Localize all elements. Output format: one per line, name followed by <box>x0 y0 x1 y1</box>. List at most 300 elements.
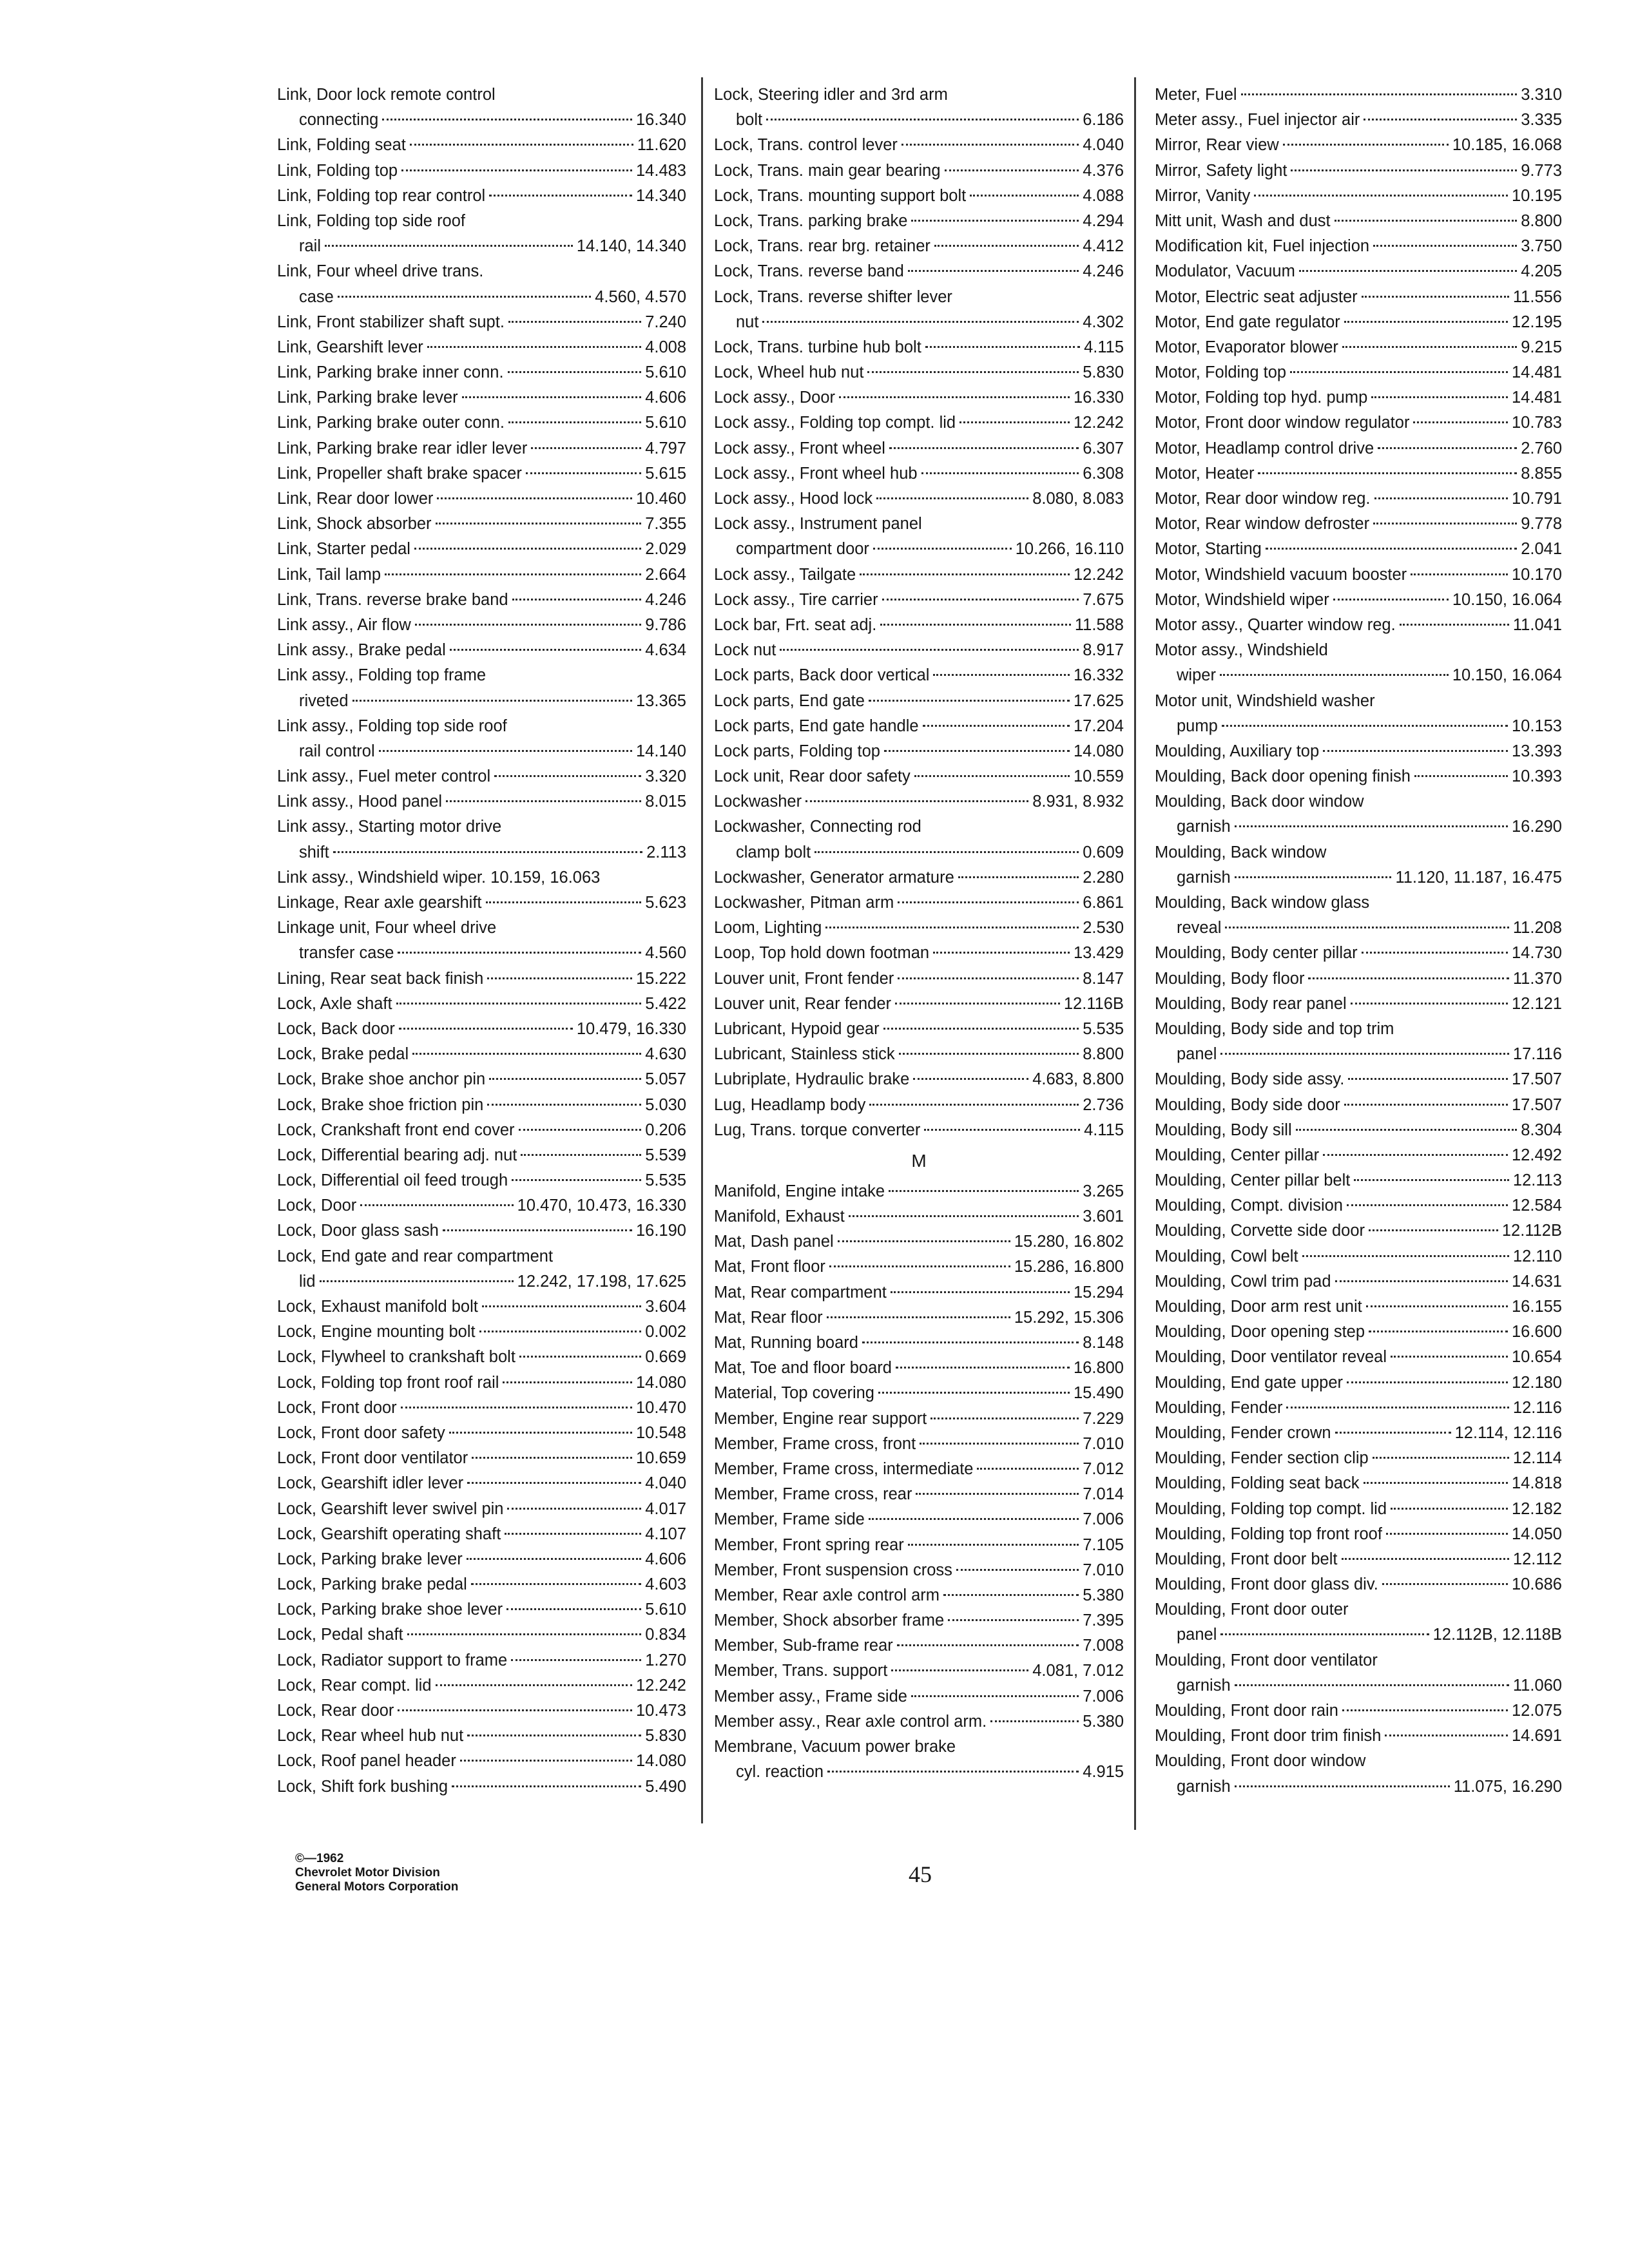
entry-page-ref: 4.107 <box>645 1524 686 1543</box>
dot-leader <box>1411 573 1508 575</box>
dot-leader <box>891 1291 1070 1293</box>
index-entry <box>714 1608 1124 1633</box>
dot-leader <box>471 1583 641 1585</box>
index-entry <box>1155 613 1562 638</box>
index-entry <box>277 1673 686 1698</box>
entry-page-ref: 8.931, 8.932 <box>1032 793 1124 811</box>
entry-text: Moulding, Body sill <box>1155 1120 1292 1139</box>
entry-text: Lockwasher, Generator armature <box>714 868 954 887</box>
index-entry <box>714 1017 1124 1042</box>
entry-page-ref: 1.270 <box>645 1651 686 1669</box>
index-entry <box>714 992 1124 1017</box>
entry-page-ref: 5.610 <box>645 1600 686 1619</box>
copyright-notice <box>295 1852 458 1894</box>
dot-leader <box>1220 674 1449 676</box>
dot-leader <box>933 952 1070 954</box>
entry-page-ref: 4.560 <box>645 944 686 963</box>
index-entry <box>714 714 1124 739</box>
entry-page-ref: 4.115 <box>1084 338 1124 356</box>
index-entry <box>714 890 1124 916</box>
index-entry <box>277 1396 686 1421</box>
entry-page-ref: 11.120, 11.187, 16.475 <box>1395 868 1562 887</box>
column-divider-left <box>701 77 703 1823</box>
dot-leader <box>352 700 632 702</box>
dot-leader <box>436 523 642 524</box>
entry-page-ref: 10.654 <box>1512 1348 1562 1367</box>
index-entry <box>714 966 1124 992</box>
copyright-corporation: General Motors Corporation <box>295 1880 459 1894</box>
entry-page-ref: 4.412 <box>1083 237 1124 256</box>
entry-text: wiper <box>1177 666 1216 685</box>
entry-text: Motor, Headlamp control drive <box>1155 439 1374 457</box>
entry-text: Moulding, Front door rain <box>1155 1702 1338 1720</box>
entry-page-ref: 3.335 <box>1521 111 1562 130</box>
index-entry <box>277 1749 686 1774</box>
entry-page-ref: 5.539 <box>645 1146 686 1164</box>
entry-text: Link, Propeller shaft brake spacer <box>277 464 522 483</box>
index-entry <box>277 966 686 992</box>
entry-text: Member, Sub-frame rear <box>714 1637 893 1655</box>
entry-page-ref: 12.242 <box>1074 414 1124 432</box>
entry-text: Lock, End gate and rear compartment <box>277 1247 554 1265</box>
dot-leader <box>494 775 641 777</box>
entry-page-ref: 4.017 <box>645 1499 686 1518</box>
dot-leader <box>399 1028 573 1030</box>
index-entry <box>1155 1193 1562 1218</box>
entry-page-ref: 12.584 <box>1512 1196 1562 1215</box>
entry-text: Link assy., Hood panel <box>277 793 443 811</box>
dot-leader <box>766 119 1079 120</box>
index-entry-continuation <box>1155 1042 1562 1067</box>
dot-leader <box>977 1468 1079 1470</box>
entry-text: Moulding, Body side door <box>1155 1095 1340 1114</box>
entry-page-ref: 8.855 <box>1521 464 1562 483</box>
dot-leader <box>1351 1003 1508 1004</box>
dot-leader <box>467 1482 641 1484</box>
entry-page-ref: 10.559 <box>1074 767 1124 786</box>
index-entry <box>714 613 1124 638</box>
index-entry <box>714 689 1124 714</box>
dot-leader <box>1385 1735 1508 1736</box>
entry-page-ref: 12.195 <box>1512 312 1562 331</box>
index-entry <box>1155 1522 1562 1547</box>
entry-page-ref: 11.370 <box>1512 969 1562 988</box>
index-entry <box>714 1381 1124 1406</box>
entry-text: bolt <box>736 111 763 130</box>
entry-text: Moulding, Cowl trim pad <box>1155 1272 1331 1291</box>
entry-text: Link, Parking brake rear idler lever <box>277 439 528 457</box>
dot-leader <box>899 1053 1079 1055</box>
index-entry-continuation <box>1155 1622 1562 1648</box>
entry-text: Member, Rear axle control arm <box>714 1586 940 1604</box>
entry-text: Lock, Rear compt. lid <box>277 1676 432 1695</box>
index-column-3 <box>1155 82 1562 1800</box>
entry-text: Motor, Folding top <box>1155 363 1287 382</box>
entry-page-ref: 11.075, 16.290 <box>1453 1777 1562 1796</box>
dot-leader <box>990 1720 1079 1722</box>
entry-text: Link, Folding top <box>277 161 398 180</box>
entry-page-ref: 5.610 <box>645 363 686 382</box>
entry-page-ref: 4.560, 4.570 <box>595 287 686 306</box>
entry-text: Moulding, Center pillar belt <box>1155 1171 1351 1190</box>
entry-page-ref: 14.631 <box>1512 1272 1562 1291</box>
entry-text: Moulding, Door arm rest unit <box>1155 1298 1362 1316</box>
index-entry <box>1155 159 1562 184</box>
entry-text: Moulding, Cowl belt <box>1155 1247 1298 1265</box>
entry-text: Lock assy., Tire carrier <box>714 590 878 609</box>
entry-text: Motor assy., Windshield <box>1155 641 1328 660</box>
dot-leader <box>913 1078 1028 1080</box>
index-entry <box>277 764 686 789</box>
index-entry <box>277 335 686 360</box>
dot-leader <box>398 952 641 954</box>
index-entry <box>1155 1345 1562 1370</box>
dot-leader <box>401 1407 632 1408</box>
entry-text: Modification kit, Fuel injection <box>1155 237 1370 256</box>
dot-leader <box>873 548 1012 550</box>
entry-text: Lug, Headlamp body <box>714 1095 866 1114</box>
entry-page-ref: 2.530 <box>1083 919 1124 937</box>
entry-page-ref: 5.490 <box>645 1777 686 1796</box>
dot-leader <box>462 396 642 398</box>
entry-page-ref: 15.292, 15.306 <box>1014 1308 1124 1327</box>
entry-text: Link assy., Starting motor drive <box>277 818 502 836</box>
entry-text: Link, Folding top rear control <box>277 186 486 205</box>
index-entry <box>1155 840 1562 865</box>
index-entry <box>1155 638 1562 663</box>
entry-text: Motor, Front door window regulator <box>1155 414 1410 432</box>
dot-leader <box>805 800 1028 802</box>
index-entry <box>277 1345 686 1370</box>
entry-text: lid <box>299 1272 316 1291</box>
entry-page-ref: 10.153 <box>1512 716 1562 735</box>
index-entry <box>1155 739 1562 764</box>
entry-text: Moulding, Body side assy. <box>1155 1070 1345 1089</box>
dot-leader <box>815 851 1079 853</box>
entry-page-ref: 14.483 <box>636 161 686 180</box>
entry-text: Motor, Heater <box>1155 464 1255 483</box>
index-entry <box>714 285 1124 310</box>
entry-page-ref: 14.140 <box>636 742 686 760</box>
index-entry <box>277 1497 686 1522</box>
dot-leader <box>412 1053 641 1055</box>
dot-leader <box>1386 1533 1508 1535</box>
entry-page-ref: 8.304 <box>1521 1120 1562 1139</box>
entry-page-ref: 10.686 <box>1512 1575 1562 1594</box>
entry-page-ref: 0.669 <box>645 1348 686 1367</box>
entry-text: Lock, Gearshift operating shaft <box>277 1524 501 1543</box>
entry-text: Member, Front suspension cross <box>714 1561 952 1579</box>
entry-text: Lock, Brake shoe anchor pin <box>277 1070 486 1089</box>
index-entry-continuation <box>714 840 1124 865</box>
dot-leader <box>920 1443 1079 1445</box>
entry-text: Lock bar, Frt. seat adj. <box>714 615 877 634</box>
index-entry <box>714 588 1124 613</box>
entry-text: Lock parts, Folding top <box>714 742 880 760</box>
copyright-year: ©—1962 <box>295 1852 344 1865</box>
index-entry <box>277 1218 686 1244</box>
entry-page-ref: 17.204 <box>1074 716 1124 735</box>
index-entry <box>277 613 686 638</box>
entry-text: Lock, Door glass sash <box>277 1222 439 1240</box>
index-entry <box>714 1254 1124 1280</box>
index-entry <box>1155 234 1562 259</box>
dot-leader <box>1347 1381 1508 1383</box>
dot-leader <box>945 169 1079 171</box>
index-entry <box>1155 689 1562 714</box>
index-entry <box>277 486 686 512</box>
entry-text: Moulding, Front door outer <box>1155 1600 1349 1619</box>
entry-page-ref: 9.773 <box>1521 161 1562 180</box>
index-entry <box>714 865 1124 890</box>
entry-text: Member, Frame side <box>714 1510 865 1529</box>
entry-text: garnish <box>1177 1676 1231 1695</box>
index-entry <box>1155 1218 1562 1244</box>
entry-text: Motor, Electric seat adjuster <box>1155 287 1358 306</box>
entry-text: Moulding, Folding top front roof <box>1155 1524 1382 1543</box>
entry-text: Moulding, End gate upper <box>1155 1373 1344 1392</box>
entry-text: Loom, Lighting <box>714 919 822 937</box>
entry-page-ref: 2.041 <box>1521 540 1562 559</box>
entry-page-ref: 6.307 <box>1083 439 1124 457</box>
entry-text: Link, Parking brake inner conn. <box>277 363 504 382</box>
index-entry <box>1155 1143 1562 1168</box>
dot-leader <box>1323 750 1508 752</box>
index-entry <box>714 1558 1124 1583</box>
entry-page-ref: 5.535 <box>1083 1019 1124 1038</box>
entry-page-ref: 14.080 <box>636 1752 686 1771</box>
index-entry <box>277 310 686 335</box>
index-entry <box>714 1658 1124 1684</box>
entry-page-ref: 8.148 <box>1083 1334 1124 1352</box>
dot-leader <box>519 1129 642 1131</box>
dot-leader <box>1354 1179 1509 1181</box>
entry-text: Moulding, Body center pillar <box>1155 944 1358 963</box>
section-letter: M <box>911 1150 927 1171</box>
dot-leader <box>898 901 1079 903</box>
dot-leader <box>489 1078 641 1080</box>
entry-page-ref: 16.290 <box>1512 818 1562 836</box>
index-entry <box>277 1294 686 1320</box>
entry-text: Motor, Windshield vacuum booster <box>1155 565 1407 584</box>
dot-leader <box>1235 876 1392 878</box>
dot-leader <box>379 750 632 752</box>
entry-text: Link assy., Windshield wiper. 10.159, 16.063 <box>277 868 601 887</box>
entry-text: Lock, Gearshift lever swivel pin <box>277 1499 504 1518</box>
entry-page-ref: 12.110 <box>1512 1247 1562 1265</box>
dot-leader <box>1266 548 1517 550</box>
index-entry <box>714 1407 1124 1432</box>
dot-leader <box>1291 169 1517 171</box>
dot-leader <box>1225 927 1509 928</box>
dot-leader <box>943 1594 1079 1596</box>
entry-text: Lock, Parking brake shoe lever <box>277 1600 503 1619</box>
index-entry-continuation <box>277 689 686 714</box>
entry-page-ref: 16.800 <box>1074 1359 1124 1378</box>
dot-leader <box>526 472 641 474</box>
entry-page-ref: 12.180 <box>1512 1373 1562 1392</box>
entry-text: Lock, Front door safety <box>277 1423 445 1442</box>
entry-text: Motor, End gate regulator <box>1155 312 1340 331</box>
entry-text: Link, Shock absorber <box>277 515 432 533</box>
index-entry <box>714 1457 1124 1482</box>
dot-leader <box>325 245 573 247</box>
entry-text: Mat, Dash panel <box>714 1233 834 1251</box>
entry-text: Lock, Differential oil feed trough <box>277 1171 508 1190</box>
entry-page-ref: 14.080 <box>636 1373 686 1392</box>
dot-leader <box>1235 1785 1450 1787</box>
entry-text: compartment door <box>736 540 869 559</box>
entry-text: Member, Engine rear support <box>714 1409 927 1428</box>
index-entry <box>277 588 686 613</box>
entry-page-ref: 4.634 <box>645 641 686 660</box>
index-entry <box>1155 1471 1562 1496</box>
entry-text: Louver unit, Rear fender <box>714 994 891 1013</box>
index-entry <box>714 916 1124 941</box>
index-entry <box>277 1774 686 1800</box>
dot-leader <box>869 700 1070 702</box>
entry-page-ref: 10.185, 16.068 <box>1452 136 1562 155</box>
entry-page-ref: 4.040 <box>645 1474 686 1493</box>
index-entry-continuation <box>277 108 686 133</box>
dot-leader <box>506 1608 641 1610</box>
index-entry <box>277 133 686 158</box>
entry-text: Lubriplate, Hydraulic brake <box>714 1070 910 1089</box>
entry-text: Membrane, Vacuum power brake <box>714 1738 956 1756</box>
entry-page-ref: 7.675 <box>1083 590 1124 609</box>
entry-page-ref: 11.041 <box>1512 615 1562 634</box>
dot-leader <box>503 1381 632 1383</box>
index-entry <box>277 209 686 234</box>
dot-leader <box>512 599 642 601</box>
entry-text: Lockwasher, Pitman arm <box>714 894 894 912</box>
index-entry <box>1155 1396 1562 1421</box>
entry-text: Motor unit, Windshield washer <box>1155 691 1375 710</box>
dot-leader <box>925 346 1080 348</box>
index-entry <box>1155 335 1562 360</box>
entry-text: Motor, Folding top hyd. pump <box>1155 389 1368 407</box>
entry-page-ref: 16.330 <box>1074 389 1124 407</box>
dot-leader <box>882 599 1079 601</box>
entry-text: Moulding, Body side and top trim <box>1155 1019 1394 1038</box>
index-entry <box>277 1168 686 1193</box>
index-entry <box>1155 1269 1562 1294</box>
index-entry <box>1155 890 1562 916</box>
dot-leader <box>911 220 1079 222</box>
index-entry <box>714 1305 1124 1331</box>
entry-text: Lock, Trans. reverse shifter lever <box>714 287 952 306</box>
entry-text: Lock, Trans. main gear bearing <box>714 161 941 180</box>
entry-page-ref: 4.606 <box>645 389 686 407</box>
entry-page-ref: 15.286, 16.800 <box>1014 1258 1124 1276</box>
index-entry <box>1155 285 1562 310</box>
dot-leader <box>889 447 1079 449</box>
entry-page-ref: 3.750 <box>1521 237 1562 256</box>
entry-text: Lock, Folding top front roof rail <box>277 1373 499 1392</box>
entry-text: Lock, Steering idler and 3rd arm <box>714 86 948 104</box>
entry-page-ref: 10.195 <box>1512 186 1562 205</box>
entry-page-ref: 8.015 <box>645 793 686 811</box>
index-entry <box>714 1709 1124 1735</box>
dot-leader <box>838 1240 1010 1242</box>
entry-text: Meter assy., Fuel injector air <box>1155 111 1360 130</box>
entry-text: Lock, Radiator support to frame <box>277 1651 508 1669</box>
index-entry <box>1155 259 1562 284</box>
index-entry <box>1155 486 1562 512</box>
entry-page-ref: 0.002 <box>645 1323 686 1341</box>
index-entry <box>714 1042 1124 1067</box>
index-entry <box>714 663 1124 688</box>
entry-page-ref: 2.760 <box>1521 439 1562 457</box>
entry-text: Member, Frame cross, front <box>714 1434 916 1453</box>
entry-text: Lock, Exhaust manifold bolt <box>277 1298 478 1316</box>
dot-leader <box>519 1356 641 1358</box>
index-entry <box>714 184 1124 209</box>
index-entry-continuation <box>277 234 686 259</box>
entry-text: Mat, Toe and floor board <box>714 1359 892 1378</box>
dot-leader <box>876 497 1028 499</box>
dot-leader <box>531 447 641 449</box>
dot-leader <box>1335 1432 1451 1434</box>
index-entry <box>277 992 686 1017</box>
dot-leader <box>970 195 1079 197</box>
entry-page-ref: 12.121 <box>1512 994 1562 1013</box>
dot-leader <box>896 1367 1070 1369</box>
index-entry <box>277 1017 686 1042</box>
entry-page-ref: 0.206 <box>645 1120 686 1139</box>
index-entry <box>714 360 1124 385</box>
entry-page-ref: 7.355 <box>645 515 686 533</box>
index-entry <box>714 1583 1124 1608</box>
dot-leader <box>934 245 1079 247</box>
dot-leader <box>489 195 632 197</box>
index-entry-continuation <box>277 1269 686 1294</box>
entry-page-ref: 7.240 <box>645 312 686 331</box>
index-entry <box>1155 310 1562 335</box>
dot-leader <box>1323 1154 1508 1156</box>
entry-text: Mat, Running board <box>714 1334 858 1352</box>
entry-page-ref: 9.215 <box>1521 338 1562 356</box>
dot-leader <box>1364 1482 1508 1484</box>
index-entry <box>1155 562 1562 588</box>
index-entry <box>714 512 1124 537</box>
entry-text: Linkage, Rear axle gearshift <box>277 894 482 912</box>
index-entry <box>714 1356 1124 1381</box>
dot-leader <box>1299 270 1517 272</box>
entry-page-ref: 17.507 <box>1512 1095 1562 1114</box>
entry-page-ref: 9.786 <box>645 615 686 634</box>
entry-page-ref: 7.012 <box>1083 1459 1124 1478</box>
dot-leader <box>1391 1356 1508 1358</box>
entry-text: Member assy., Frame side <box>714 1687 907 1706</box>
index-entry <box>277 1118 686 1143</box>
dot-leader <box>1235 825 1508 827</box>
index-entry <box>277 385 686 410</box>
dot-leader <box>908 270 1079 272</box>
entry-text: Lock assy., Instrument panel <box>714 515 922 533</box>
entry-text: Moulding, Body rear panel <box>1155 994 1347 1013</box>
index-entry <box>1155 82 1562 108</box>
entry-text: Lock parts, End gate handle <box>714 716 919 735</box>
entry-text: Lock assy., Front wheel hub <box>714 464 918 483</box>
index-entry <box>277 1042 686 1067</box>
dot-leader <box>467 1735 641 1736</box>
entry-text: pump <box>1177 716 1218 735</box>
entry-text: garnish <box>1177 868 1231 887</box>
index-entry <box>1155 360 1562 385</box>
entry-text: Link assy., Folding top side roof <box>277 716 507 735</box>
dot-leader <box>1222 725 1508 727</box>
